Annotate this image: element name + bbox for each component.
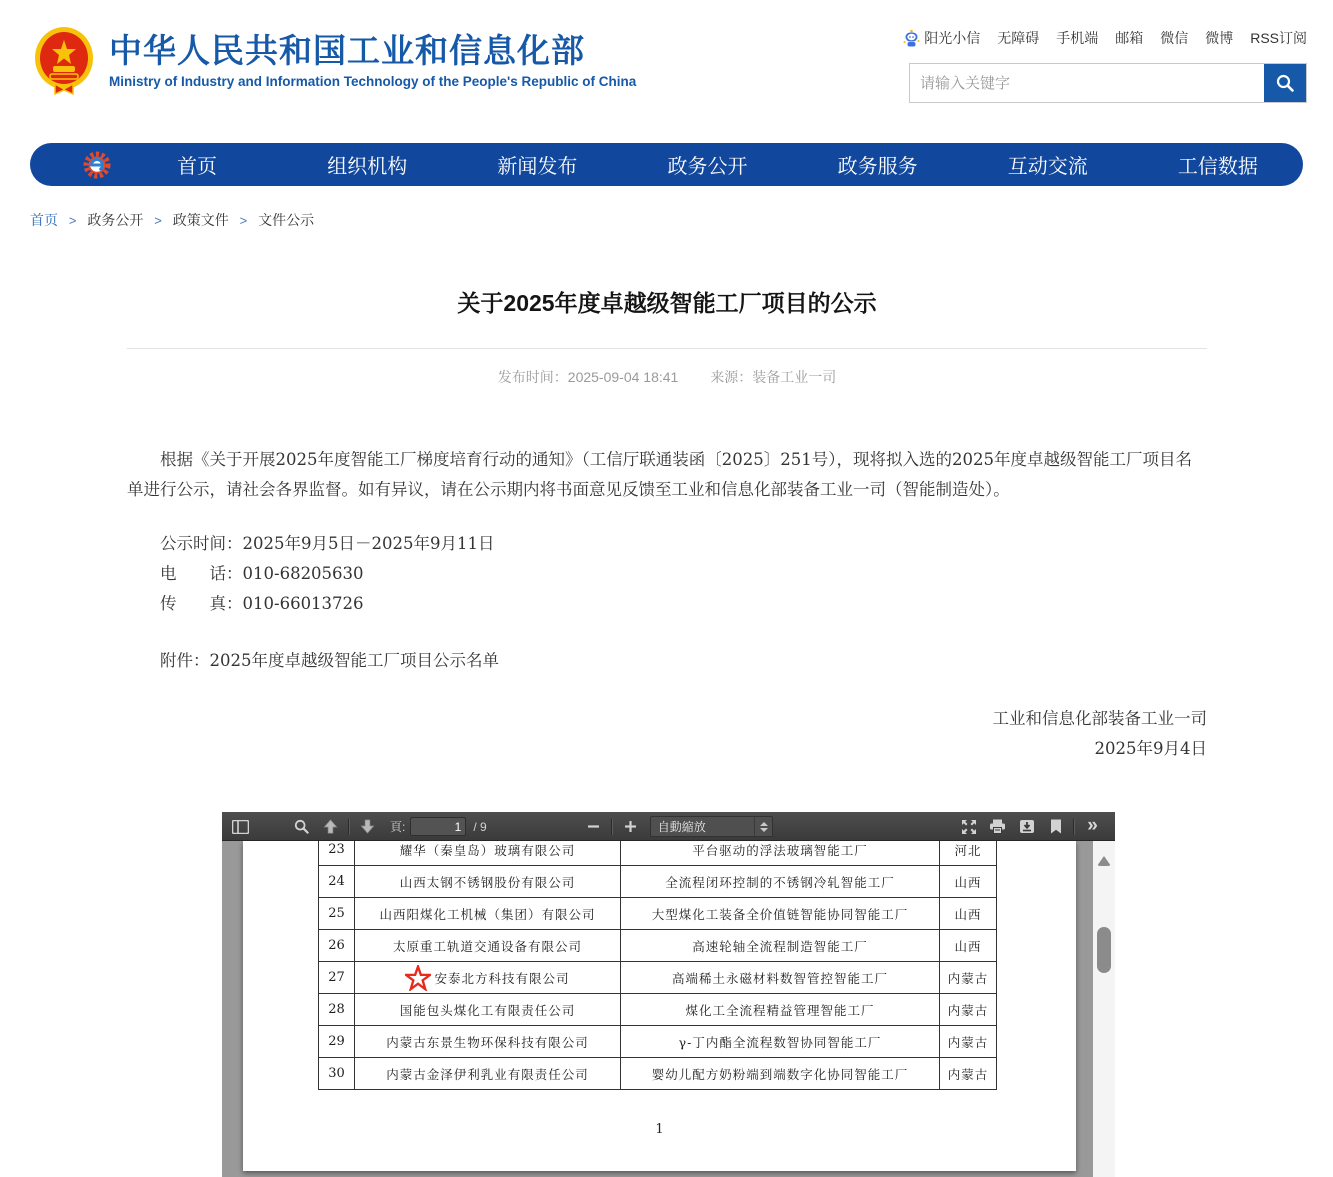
arrow-down-icon bbox=[360, 819, 375, 834]
next-page-button[interactable] bbox=[354, 815, 381, 838]
breadcrumb-separator: > bbox=[68, 213, 77, 228]
toolbar-divider bbox=[348, 819, 350, 835]
nav-item-gov-services[interactable]: 政务服务 bbox=[837, 156, 918, 178]
robot-icon bbox=[903, 29, 920, 48]
pdf-viewport[interactable] bbox=[222, 841, 1115, 1177]
nav-item-miit-data[interactable]: 工信数据 bbox=[1177, 156, 1258, 178]
attachment-line[interactable]: 附件：2025年度卓越级智能工厂项目公示名单 bbox=[160, 651, 499, 670]
sidebar-toggle-icon bbox=[232, 820, 249, 834]
row-number: 27 bbox=[319, 962, 355, 993]
project-cell: 全流程闭环控制的不锈钢冷轧智能工厂 bbox=[621, 866, 940, 897]
table-row bbox=[319, 1026, 996, 1058]
project-cell: 高端稀土永磁材料数智管控智能工厂 bbox=[621, 962, 940, 993]
toolbar-divider bbox=[611, 819, 613, 835]
national-emblem-icon bbox=[33, 26, 95, 96]
more-tools-button[interactable]: » bbox=[1087, 814, 1098, 836]
company-cell: 内蒙古东景生物环保科技有限公司 bbox=[355, 1026, 621, 1057]
search-button[interactable] bbox=[1264, 64, 1306, 102]
company-cell: 国能包头煤化工有限责任公司 bbox=[355, 994, 621, 1025]
article-meta bbox=[127, 367, 1207, 387]
site-title: 中华人民共和国工业和信息化部 bbox=[109, 31, 585, 69]
magnifier-icon bbox=[294, 819, 309, 834]
zoom-in-button[interactable] bbox=[617, 815, 644, 838]
breadcrumb-announcements[interactable]: 文件公示 bbox=[258, 212, 315, 228]
project-cell: 煤化工全流程精益管理智能工厂 bbox=[621, 994, 940, 1025]
nav-item-interaction[interactable]: 互动交流 bbox=[1007, 156, 1088, 178]
red-star-annotation-icon bbox=[405, 965, 431, 991]
table-row bbox=[319, 898, 996, 930]
row-number: 26 bbox=[319, 930, 355, 961]
province-cell: 河北 bbox=[954, 842, 982, 858]
article-source: 来源：装备工业一司 bbox=[710, 369, 837, 385]
notice-period-line: 公示时间：2025年9月5日－2025年9月11日 bbox=[160, 534, 495, 553]
zoom-mode-select[interactable] bbox=[650, 816, 773, 837]
site-header bbox=[0, 0, 1333, 132]
province-cell: 山西 bbox=[954, 938, 982, 954]
project-cell: 婴幼儿配方奶粉端到端数字化协同智能工厂 bbox=[621, 1058, 940, 1089]
zoom-mode-value: 自動縮放 bbox=[657, 820, 706, 834]
arrow-up-icon bbox=[323, 819, 338, 834]
quick-links bbox=[909, 28, 1307, 48]
bookmark-icon bbox=[1050, 819, 1062, 834]
breadcrumb-home[interactable]: 首页 bbox=[30, 212, 58, 228]
project-cell: 大型煤化工装备全价值链智能协同智能工厂 bbox=[621, 898, 940, 929]
breadcrumb-policy-docs[interactable]: 政策文件 bbox=[172, 212, 229, 228]
page-label: 頁: bbox=[390, 820, 406, 834]
phone-line: 电 话：010-68205630 bbox=[160, 564, 364, 583]
quick-link-label: 阳光小信 bbox=[924, 30, 981, 46]
page-total: / 9 bbox=[473, 819, 487, 834]
project-cell: 平台驱动的浮法玻璃智能工厂 bbox=[621, 841, 940, 865]
province-cell: 内蒙古 bbox=[947, 1002, 989, 1018]
toolbar-divider bbox=[1073, 819, 1075, 835]
row-number: 30 bbox=[319, 1058, 355, 1089]
signature-department: 工业和信息化部装备工业一司 bbox=[992, 709, 1207, 728]
company-cell: 太原重工轨道交通设备有限公司 bbox=[355, 930, 621, 961]
table-row bbox=[319, 866, 996, 898]
row-number: 28 bbox=[319, 994, 355, 1025]
sidebar-toggle-button[interactable] bbox=[227, 815, 254, 838]
main-nav bbox=[30, 143, 1303, 186]
row-number: 23 bbox=[319, 841, 355, 865]
article bbox=[127, 255, 1207, 764]
search-icon bbox=[1275, 73, 1295, 93]
quick-link-weibo[interactable]: 微博 bbox=[1205, 30, 1234, 46]
site-logo bbox=[33, 26, 636, 96]
company-cell: 耀华（秦皇岛）玻璃有限公司 bbox=[355, 841, 621, 865]
previous-page-button[interactable] bbox=[317, 815, 344, 838]
article-title: 关于2025年度卓越级智能工厂项目的公示 bbox=[457, 290, 877, 316]
row-number: 24 bbox=[319, 866, 355, 897]
miit-gear-icon bbox=[82, 150, 112, 180]
nav-item-gov-disclosure[interactable]: 政务公开 bbox=[667, 156, 748, 178]
plus-icon bbox=[624, 820, 637, 833]
table-row-starred bbox=[319, 962, 996, 994]
download-icon bbox=[1019, 819, 1035, 834]
province-cell: 山西 bbox=[954, 874, 982, 890]
minus-icon bbox=[587, 820, 600, 833]
fullscreen-icon bbox=[961, 819, 977, 835]
select-arrows-icon bbox=[754, 817, 768, 836]
article-paragraph: 根据《关于开展2025年度智能工厂梯度培育行动的通知》（工信厅联通装函〔2025〕251号），现将拟入选的2025年度卓越级智能工厂项目名单进行公示，请社会各界监督。如有异议，请在公示期内将书面意见反馈至工业和信息化部装备工业一司（智能制造处）。 bbox=[127, 450, 1192, 499]
province-cell: 内蒙古 bbox=[947, 970, 989, 986]
bookmark-button[interactable] bbox=[1042, 815, 1069, 838]
print-button[interactable] bbox=[984, 815, 1011, 838]
company-cell: 山西阳煤化工机械（集团）有限公司 bbox=[355, 898, 621, 929]
row-number: 29 bbox=[319, 1026, 355, 1057]
download-button[interactable] bbox=[1013, 815, 1040, 838]
pdf-page bbox=[243, 841, 1076, 1171]
table-row bbox=[319, 1058, 996, 1089]
company-name: 安泰北方科技有限公司 bbox=[434, 970, 570, 986]
province-cell: 山西 bbox=[954, 906, 982, 922]
table-row bbox=[319, 841, 996, 866]
company-cell bbox=[355, 962, 621, 993]
project-cell: 高速轮轴全流程制造智能工厂 bbox=[621, 930, 940, 961]
breadcrumb-separator: > bbox=[154, 213, 162, 228]
quick-link-mobile[interactable]: 手机端 bbox=[1056, 30, 1099, 46]
fax-line: 传 真：010-66013726 bbox=[160, 594, 364, 613]
province-cell: 内蒙古 bbox=[947, 1066, 989, 1082]
scroll-up-arrow-icon[interactable] bbox=[1097, 856, 1111, 866]
announcement-table bbox=[318, 841, 997, 1090]
search-input[interactable] bbox=[910, 64, 1264, 102]
quick-link-mail[interactable]: 邮箱 bbox=[1115, 30, 1144, 46]
row-number: 25 bbox=[319, 898, 355, 929]
quick-link-sunshine-assistant[interactable] bbox=[903, 28, 980, 48]
pdf-scrollbar[interactable] bbox=[1093, 841, 1115, 1177]
publish-time: 发布时间：2025-09-04 18:41 bbox=[497, 369, 679, 385]
breadcrumb bbox=[30, 210, 314, 230]
project-cell: γ-丁内酯全流程数智协同智能工厂 bbox=[621, 1026, 940, 1057]
presentation-mode-button[interactable] bbox=[955, 815, 982, 838]
title-divider bbox=[127, 348, 1207, 349]
nav-item-organization[interactable]: 组织机构 bbox=[327, 156, 408, 178]
quick-link-rss[interactable]: RSS订阅 bbox=[1250, 30, 1307, 46]
scrollbar-thumb[interactable] bbox=[1097, 927, 1111, 973]
table-row bbox=[319, 930, 996, 962]
table-row bbox=[319, 994, 996, 1026]
quick-link-wechat[interactable]: 微信 bbox=[1160, 30, 1189, 46]
zoom-out-button[interactable] bbox=[580, 815, 607, 838]
breadcrumb-gov-disclosure[interactable]: 政务公开 bbox=[87, 212, 144, 228]
province-cell: 内蒙古 bbox=[947, 1034, 989, 1050]
page-number-input[interactable] bbox=[410, 817, 466, 836]
nav-item-news[interactable]: 新闻发布 bbox=[497, 156, 578, 178]
company-cell: 山西太钢不锈钢股份有限公司 bbox=[355, 866, 621, 897]
company-cell: 内蒙古金泽伊利乳业有限责任公司 bbox=[355, 1058, 621, 1089]
nav-item-home[interactable]: 首页 bbox=[177, 156, 218, 178]
printer-icon bbox=[989, 819, 1006, 834]
breadcrumb-separator: > bbox=[239, 213, 248, 228]
pdf-viewer bbox=[222, 812, 1115, 1177]
pdf-page-number: 1 bbox=[655, 1122, 664, 1137]
pdf-toolbar bbox=[222, 812, 1115, 841]
pdf-search-button[interactable] bbox=[288, 815, 315, 838]
quick-link-accessibility[interactable]: 无障碍 bbox=[997, 30, 1040, 46]
site-subtitle: Ministry of Industry and Information Technology of the People's Republic of China bbox=[109, 74, 637, 90]
signature-date: 2025年9月4日 bbox=[1094, 739, 1207, 758]
search-box bbox=[909, 63, 1307, 103]
